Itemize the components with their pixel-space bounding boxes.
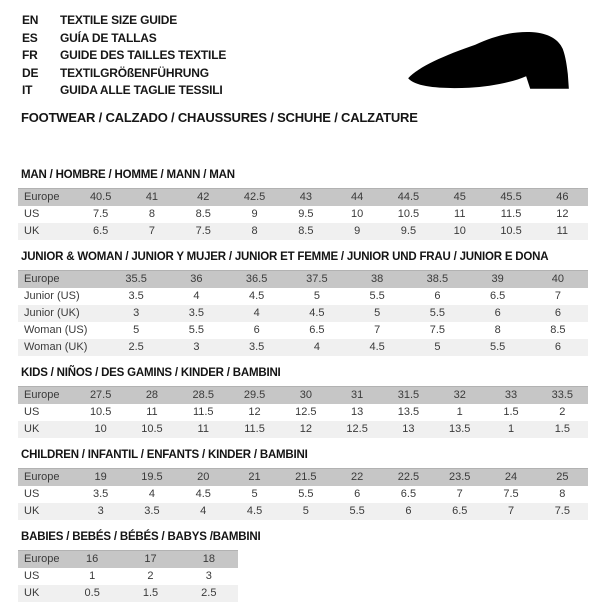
language-code: ES	[22, 30, 38, 45]
size-value-cell: 4.5	[229, 503, 280, 520]
size-value-cell: 8	[559, 488, 566, 500]
size-value-cell: 4.5	[248, 290, 265, 302]
table-row	[18, 421, 588, 438]
size-value-cell: 6	[354, 488, 361, 500]
table-row	[18, 339, 588, 356]
language-row	[22, 82, 226, 100]
size-value-cell: 2.5	[180, 585, 238, 602]
size-value-cell: 39	[468, 271, 528, 289]
size-value-cell: 35.5	[106, 271, 166, 289]
shoe-silhouette-path	[408, 32, 569, 89]
size-value-cell: 44	[331, 189, 382, 207]
row-label: UK	[18, 503, 75, 520]
size-value-cell: 16	[63, 551, 121, 569]
size-value-cell: 6.5	[489, 290, 506, 302]
table-row	[18, 206, 588, 223]
table-row	[18, 288, 588, 305]
size-value-cell: 1.5	[121, 585, 179, 602]
size-value-cell: 2	[147, 570, 154, 582]
row-label: US	[24, 208, 40, 220]
size-value-cell: 6	[383, 503, 434, 520]
size-value-cell: 4	[178, 503, 229, 520]
size-value-cell: 12	[248, 406, 261, 418]
size-value-cell: 11	[537, 223, 588, 240]
size-value-cell: 11.5	[192, 406, 214, 418]
row-label: Woman (US)	[24, 324, 88, 336]
size-value-cell: 5.5	[369, 290, 385, 302]
size-value-cell: 5	[407, 339, 467, 356]
table-row	[18, 568, 238, 585]
size-table-section	[18, 168, 588, 240]
row-label: Woman (UK)	[18, 339, 106, 356]
language-label: GUÍA DE TALLAS	[60, 30, 157, 45]
size-value-cell: 5.5	[188, 324, 205, 336]
table-row	[18, 271, 588, 289]
size-value-cell: 6	[468, 305, 528, 322]
table-row	[18, 305, 588, 322]
language-code: DE	[22, 65, 39, 80]
size-value-cell: 6	[528, 305, 588, 322]
size-value-cell: 4.5	[287, 305, 347, 322]
size-table-section	[18, 250, 588, 356]
size-value-cell: 0.5	[63, 585, 121, 602]
size-value-cell: 9	[251, 208, 258, 220]
size-value-cell: 11	[146, 406, 158, 418]
size-value-cell: 11.5	[229, 421, 280, 438]
language-row	[22, 30, 226, 48]
size-value-cell: 42.5	[229, 189, 280, 207]
size-value-cell: 9	[331, 223, 382, 240]
size-value-cell: 13	[383, 421, 434, 438]
size-value-cell: 7.5	[503, 488, 519, 500]
size-value-cell: 3.5	[227, 339, 287, 356]
size-value-cell: 30	[280, 387, 331, 405]
size-value-cell: 7.5	[93, 208, 109, 220]
size-value-cell: 41	[126, 189, 177, 207]
size-value-cell: 4.5	[195, 488, 211, 500]
size-value-cell: 6	[434, 290, 441, 302]
size-value-cell: 6	[528, 339, 588, 356]
size-value-cell: 28	[126, 387, 177, 405]
size-value-cell: 4	[148, 488, 155, 500]
size-value-cell: 1	[456, 406, 463, 418]
size-value-cell: 7	[456, 488, 463, 500]
size-value-cell: 11	[178, 421, 229, 438]
size-value-cell: 8.5	[195, 208, 211, 220]
size-value-cell: 3.5	[166, 305, 226, 322]
size-value-cell: 5	[251, 488, 258, 500]
size-value-cell: 22	[331, 469, 382, 487]
size-value-cell: 10.5	[485, 223, 536, 240]
size-value-cell: 7.5	[178, 223, 229, 240]
size-value-cell: 5	[133, 324, 140, 336]
table-row	[18, 551, 238, 569]
size-value-cell: 40.5	[75, 189, 126, 207]
table-row	[18, 469, 588, 487]
size-value-cell: 22.5	[383, 469, 434, 487]
size-value-cell: 12	[556, 208, 569, 220]
size-value-cell: 3	[166, 339, 226, 356]
size-value-cell: 7	[554, 290, 561, 302]
table-row	[18, 404, 588, 421]
row-label: Junior (US)	[24, 290, 80, 302]
size-value-cell: 1.5	[537, 421, 588, 438]
row-label: US	[24, 570, 40, 582]
size-table	[18, 188, 588, 240]
table-section-title: CHILDREN / INFANTIL / ENFANTS / KINDER / BAMBINI	[21, 449, 308, 461]
size-value-cell: 27.5	[75, 387, 126, 405]
size-value-cell: 5.5	[468, 339, 528, 356]
size-value-cell: 5.5	[331, 503, 382, 520]
category-title: FOOTWEAR / CALZADO / CHAUSSURES / SCHUHE / CALZATURE	[21, 110, 418, 125]
size-value-cell: 4	[193, 290, 200, 302]
size-value-cell: 19.5	[126, 469, 177, 487]
size-value-cell: 21	[229, 469, 280, 487]
size-value-cell: 5	[347, 305, 407, 322]
size-value-cell: 6	[253, 324, 260, 336]
row-label: Europe	[18, 271, 106, 289]
table-row	[18, 503, 588, 520]
table-row	[18, 223, 588, 240]
size-value-cell: 6.5	[309, 324, 325, 336]
size-value-cell: 7.5	[429, 324, 446, 336]
size-value-cell: 25	[537, 469, 588, 487]
size-value-cell: 1	[89, 570, 96, 582]
size-value-cell: 1.5	[503, 406, 519, 418]
size-value-cell: 5	[280, 503, 331, 520]
size-value-cell: 8	[229, 223, 280, 240]
size-value-cell: 6.5	[75, 223, 126, 240]
language-row	[22, 47, 226, 65]
size-value-cell: 33.5	[537, 387, 588, 405]
size-value-cell: 18	[180, 551, 238, 569]
size-value-cell: 13	[351, 406, 364, 418]
size-value-cell: 10.5	[397, 208, 420, 220]
size-value-cell: 7	[374, 324, 381, 336]
size-value-cell: 9.5	[383, 223, 434, 240]
size-value-cell: 17	[121, 551, 179, 569]
row-label: Europe	[18, 551, 63, 569]
size-value-cell: 38	[347, 271, 407, 289]
size-value-cell: 12.5	[295, 406, 317, 418]
size-value-cell: 10	[351, 208, 364, 220]
size-value-cell: 3.5	[93, 488, 109, 500]
size-value-cell: 21.5	[280, 469, 331, 487]
language-row	[22, 65, 226, 83]
language-code: FR	[22, 48, 38, 62]
dress-shoe-icon	[398, 30, 578, 93]
language-code: EN	[22, 13, 39, 27]
size-value-cell: 4.5	[347, 339, 407, 356]
size-value-cell: 46	[537, 189, 588, 207]
row-label: Europe	[18, 189, 75, 207]
size-table	[18, 270, 588, 356]
size-value-cell: 3	[75, 503, 126, 520]
size-value-cell: 6.5	[400, 488, 417, 500]
size-value-cell: 32	[434, 387, 485, 405]
size-value-cell: 42	[178, 189, 229, 207]
size-value-cell: 3	[205, 570, 212, 582]
table-row	[18, 585, 238, 602]
row-label: UK	[18, 585, 63, 602]
language-label: TEXTILGRÖßENFÜHRUNG	[60, 65, 209, 80]
table-row	[18, 322, 588, 339]
size-value-cell: 8	[494, 324, 501, 336]
size-value-cell: 38.5	[407, 271, 467, 289]
table-row	[18, 387, 588, 405]
size-tables	[18, 168, 588, 612]
table-section-title: BABIES / BEBÉS / BÉBÉS / BABYS /BAMBINI	[21, 531, 261, 543]
size-value-cell: 36.5	[227, 271, 287, 289]
language-row	[22, 12, 226, 30]
size-value-cell: 5.5	[298, 488, 314, 500]
language-title-list	[22, 12, 226, 100]
size-value-cell: 5.5	[407, 305, 467, 322]
size-value-cell: 3.5	[126, 503, 177, 520]
size-table	[18, 468, 588, 520]
row-label: Junior (UK)	[18, 305, 106, 322]
table-section-title: KIDS / NIÑOS / DES GAMINS / KINDER / BAMBINI	[21, 367, 281, 379]
size-value-cell: 20	[178, 469, 229, 487]
size-value-cell: 33	[485, 387, 536, 405]
size-value-cell: 9.5	[298, 208, 314, 220]
language-label: GUIDA ALLE TAGLIE TESSILI	[60, 83, 223, 97]
row-label: US	[24, 488, 40, 500]
size-value-cell: 45.5	[485, 189, 536, 207]
language-label: GUIDE DES TAILLES TEXTILE	[60, 48, 227, 62]
row-label: UK	[18, 421, 75, 438]
size-value-cell: 45	[434, 189, 485, 207]
size-value-cell: 10	[75, 421, 126, 438]
size-value-cell: 6.5	[434, 503, 485, 520]
size-value-cell: 13.5	[434, 421, 485, 438]
size-value-cell: 19	[75, 469, 126, 487]
size-value-cell: 8.5	[280, 223, 331, 240]
size-value-cell: 3	[106, 305, 166, 322]
size-value-cell: 12.5	[331, 421, 382, 438]
table-row	[18, 486, 588, 503]
size-value-cell: 10	[434, 223, 485, 240]
size-table	[18, 550, 238, 602]
size-value-cell: 1	[485, 421, 536, 438]
size-value-cell: 7.5	[537, 503, 588, 520]
size-value-cell: 31	[331, 387, 382, 405]
size-table-section	[18, 448, 588, 520]
row-label: Europe	[18, 469, 75, 487]
row-label: Europe	[18, 387, 75, 405]
size-value-cell: 12	[280, 421, 331, 438]
language-code: IT	[22, 83, 33, 97]
size-value-cell: 7	[485, 503, 536, 520]
size-value-cell: 3.5	[128, 290, 144, 302]
size-value-cell: 8.5	[550, 324, 566, 336]
size-value-cell: 36	[166, 271, 226, 289]
table-row	[18, 189, 588, 207]
size-value-cell: 43	[280, 189, 331, 207]
size-value-cell: 31.5	[383, 387, 434, 405]
size-value-cell: 40	[528, 271, 588, 289]
size-table-section	[18, 366, 588, 438]
size-value-cell: 2	[559, 406, 566, 418]
table-section-title: MAN / HOMBRE / HOMME / MANN / MAN	[21, 169, 235, 181]
size-value-cell: 10.5	[126, 421, 177, 438]
size-value-cell: 13.5	[397, 406, 420, 418]
size-value-cell: 7	[126, 223, 177, 240]
size-value-cell: 37.5	[287, 271, 347, 289]
row-label: US	[24, 406, 40, 418]
size-value-cell: 44.5	[383, 189, 434, 207]
size-table	[18, 386, 588, 438]
size-value-cell: 24	[485, 469, 536, 487]
size-value-cell: 11	[454, 208, 466, 220]
size-value-cell: 8	[148, 208, 155, 220]
size-table-section	[18, 530, 588, 602]
row-label: UK	[18, 223, 75, 240]
language-label: TEXTILE SIZE GUIDE	[60, 13, 178, 27]
size-value-cell: 4	[227, 305, 287, 322]
size-value-cell: 10.5	[89, 406, 112, 418]
size-value-cell: 28.5	[178, 387, 229, 405]
size-value-cell: 23.5	[434, 469, 485, 487]
table-section-title: JUNIOR & WOMAN / JUNIOR Y MUJER / JUNIOR ET FEMME / JUNIOR UND FRAU / JUNIOR E DONA	[21, 251, 549, 263]
size-value-cell: 4	[287, 339, 347, 356]
size-value-cell: 11.5	[500, 208, 522, 220]
size-value-cell: 5	[313, 290, 320, 302]
size-value-cell: 2.5	[106, 339, 166, 356]
size-value-cell: 29.5	[229, 387, 280, 405]
